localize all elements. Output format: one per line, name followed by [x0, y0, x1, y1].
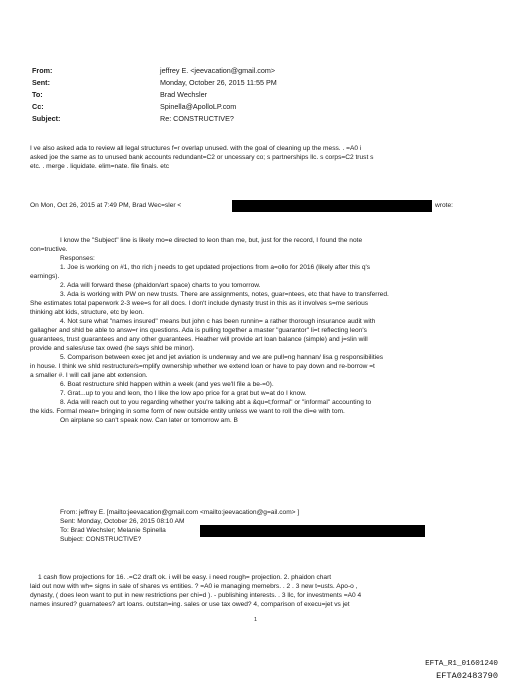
- subject-label: Subject:: [32, 114, 61, 123]
- reply-line: I know the "Subject" line is likely mo=e directed to leon than me, but, just for the record, I found the note: [60, 237, 363, 244]
- fwd-line: To: Brad Wechsler; Melanie Spinella: [60, 527, 166, 534]
- from-label: From:: [32, 66, 53, 75]
- redaction-bar: [232, 200, 432, 212]
- reply-line: 8. Ada will reach out to you regarding whether you're talking abt a &qu=t;formal" or "informal" accounting to: [60, 399, 372, 406]
- fwd-line: Subject: CONSTRUCTIVE?: [60, 536, 142, 543]
- reply-line: in house. I think we shld restructure/s=mplify ownership whether we extend loan or have to pay down and re-borrow =t: [30, 363, 375, 370]
- header-from-row: [32, 66, 275, 75]
- final-line: dynasty, ( does leon want to put in new restrictions per chi=d ). - publishing interests. . 3 llc, for investments =A0 4: [30, 592, 362, 599]
- header-to-row: [32, 90, 207, 99]
- to-label: To:: [32, 90, 43, 99]
- reply-line: the kids. Formal mean= bringing in some form of new outside entity unless we want to roll the di=e with tom.: [30, 408, 345, 415]
- reply-line: con=tructive.: [30, 246, 68, 253]
- header-subject-row: [32, 114, 234, 123]
- sent-value: Monday, October 26, 2015 11:55 PM: [160, 78, 277, 87]
- reply-line: On airplane so can't speak now. Can later or tomorrow am. B: [60, 417, 238, 424]
- header-sent-row: [32, 78, 277, 87]
- header-cc-row: [32, 102, 236, 111]
- final-line: names insured? guarnatees? art loans. outstan=ing. sales or use tax owed? 4, comparison of execu=jet vs jet: [30, 601, 350, 608]
- to-value: Brad Wechsler: [160, 90, 208, 99]
- reply-line: 4. Not sure what "names insured" means but john c has been runnin= a rather thorough insurance audit with: [60, 318, 376, 325]
- reply-line: Responses:: [60, 255, 95, 262]
- reply-line: provide and sales/use tax owed (he says shld be minor).: [30, 345, 195, 352]
- from-value: jeffrey E. <jeevacation@gmail.com>: [160, 66, 276, 75]
- final-line: 1 cash flow projections for 16. .=C2 draft ok. i will be easy. i need rough= projection. 2. phaidon chart: [38, 574, 332, 581]
- cc-value: Spinella@ApolloLP.com: [160, 102, 237, 111]
- reply-line: 2. Ada will forward these (phaidon/art space) charts to you tomorrow.: [60, 282, 261, 289]
- intro-line: I ve also asked ada to review all legal structures f=r overlap unused. with the goal of cleaning up the mess. . =A0 i: [30, 145, 362, 152]
- footer-id-primary: EFTA_R1_01601240: [425, 660, 498, 668]
- footer-id-secondary: EFTA02483790: [436, 671, 498, 681]
- page-number: 1: [254, 617, 258, 623]
- intro-line: etc. . merge . liquidate. elim=nate. file finals. etc: [30, 163, 170, 170]
- reply-line: 1. Joe is working on #1, tho rich j needs to get updated projections from a=ollo for 2016 (likely after this q's: [60, 264, 371, 271]
- quote-line-suffix: wrote:: [435, 202, 453, 209]
- sent-label: Sent:: [32, 78, 50, 87]
- reply-line: 6. Boat restructure shld happen within a week (and yes we'll file a be-=0).: [60, 381, 274, 388]
- fwd-line: Sent: Monday, October 26, 2015 08:10 AM: [60, 518, 185, 525]
- fwd-line: From: jeffrey E. [mailto:jeevacation@gmail.com <mailto:jeevacation@g=ail.com> ]: [60, 509, 300, 516]
- reply-line: a smaller #. I will call jane abt extension.: [30, 372, 148, 379]
- intro-line: asked joe the same as to unused bank accounts redundant=C2 or uncessary co; s partnerships llc. s corps=C2 trust s: [30, 154, 374, 161]
- redaction-bar: [200, 525, 425, 537]
- reply-line: thinking abt kids, structure, etc by leon.: [30, 309, 144, 316]
- subject-value: Re: CONSTRUCTIVE?: [160, 114, 234, 123]
- reply-line: 7. Grat...up to you and leon, tho I like the low apo price for a grat but w=at do I know.: [60, 390, 307, 397]
- final-line: laid out now with wh= signs in sale of shares vs entities. ? =A0 ie managing memebrs. . 2 . 3 new t=usts. Apo-o ,: [30, 583, 358, 590]
- reply-line: 5. Comparison between exec jet and jet aviation is underway and we are pull=ng hannan/ lisa g responsibilities: [60, 354, 384, 361]
- reply-line: earnings).: [30, 273, 60, 280]
- reply-line: She estimates total paperwork 2-3 wee=s for all docs. I don't include dynasty trust in this as it involves s=me serious: [30, 300, 369, 307]
- reply-line: guarantees, trust guarantees and any other guarantees. Heather will provide art loan balance (simple) and j=slin will: [30, 336, 368, 343]
- quote-line-prefix: On Mon, Oct 26, 2015 at 7:49 PM, Brad Wec=sler <: [30, 202, 182, 209]
- cc-label: Cc:: [32, 102, 44, 111]
- reply-line: gallagher and shld be able to answ=r ins questions. Ada is pulling together a master "guarantor" li=t reflecting leon's: [30, 327, 367, 334]
- reply-line: 3. Ada is working with PW on new trusts. There are assignments, notes, guar=ntees, etc that have to transferred.: [60, 291, 389, 298]
